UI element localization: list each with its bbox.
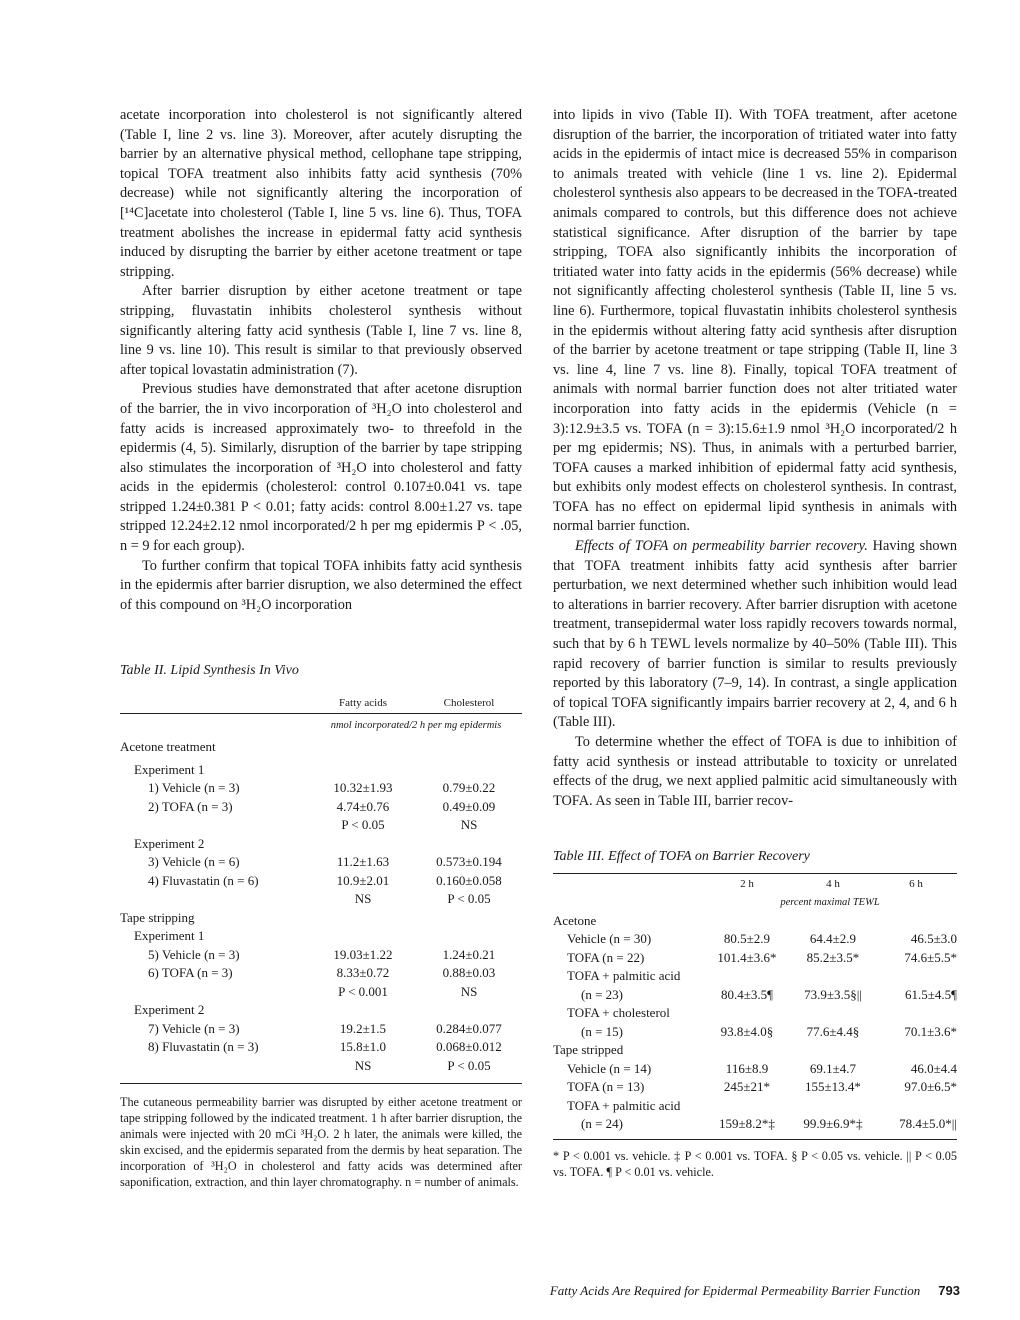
table-3-note: * P < 0.001 vs. vehicle. ‡ P < 0.001 vs. TOFA. § P < 0.05 vs. vehicle. || P < 0.05 vs. TOFA. ¶ P < 0.01 vs. vehicle. [553, 1149, 957, 1180]
table-row [120, 797, 522, 816]
table-row [120, 908, 522, 927]
cell-6h: 97.0±6.5* [904, 1079, 957, 1095]
page-number: 793 [938, 1283, 960, 1298]
table-row [120, 1001, 522, 1020]
table-3-col-header: 6 h [909, 877, 923, 890]
table-row [120, 945, 522, 964]
right-column [553, 106, 957, 1180]
row-label: Experiment 2 [134, 835, 205, 851]
cell-4h: 85.2±3.5* [806, 949, 860, 965]
cell-fatty-acids [310, 1001, 416, 1020]
cell-2h [703, 967, 791, 986]
table-row [553, 1004, 957, 1023]
cell-fatty-acids [310, 734, 416, 760]
table-rule [120, 713, 522, 714]
cell-cholesterol: P < 0.05 [447, 891, 491, 907]
table-row [553, 948, 957, 967]
row-label: 1) Vehicle (n = 3) [148, 780, 240, 796]
cell-cholesterol: 0.284±0.077 [436, 1020, 502, 1036]
cell-6h: 46.5±3.0 [910, 931, 957, 947]
table-row [120, 927, 522, 946]
row-label: 4) Fluvastatin (n = 6) [148, 872, 259, 888]
table-row [120, 964, 522, 983]
cell-cholesterol [416, 1001, 522, 1020]
cell-fatty-acids: P < 0.05 [341, 817, 385, 833]
cell-2h: 159±8.2*‡ [719, 1116, 775, 1132]
cell-cholesterol [416, 908, 522, 927]
body-paragraph: into lipids in vivo (Table II). With TOFA treatment, after acetone disruption of the barrier, the incorporation of tritiated water into fatty acids in the epidermis of intact mice is decreased 55% in comparison to animals treated with vehicle (line 1 vs. line 2). Epidermal cholesterol synthesis also appears to be decreased in the TOFA-treated animals compared to controls, but this difference does not achieve statistical significance. After disruption of the barrier by tape stripping, TOFA also significantly inhibits the incorporation of tritiated water into fatty acids in the epidermis (56% decrease) while not significantly affecting cholesterol synthesis (Table II, line 5 vs. line 6). Furthermore, topical fluvastatin inhibits cholesterol synthesis in the epidermis without altering fatty acid synthesis after disruption of the barrier by acetone treatment or tape stripping (Table II, line 3 vs. line 4, line 7 vs. line 8). Finally, topical TOFA treatment of animals with normal barrier function does not alter tritiated water incorporation into fatty acids in the epidermis (Vehicle (n = 3):12.9±3.5 vs. TOFA (n = 3):15.6±1.9 nmol ³H₂O incorporated/2 h per mg epidermis; NS). Thus, in animals with a perturbed barrier, TOFA causes a marked inhibition of epidermal fatty acid synthesis, but exhibits only modest effects on cholesterol synthesis. In contrast, TOFA has no effect on epidermal lipid synthesis in animals with normal barrier function. [553, 107, 957, 535]
table-3-caption: Table III. Effect of TOFA on Barrier Recovery [553, 849, 810, 865]
row-label [120, 816, 310, 835]
cell-6h: 70.1±3.6* [904, 1023, 957, 1039]
cell-cholesterol: 0.88±0.03 [442, 965, 496, 981]
row-label: 8) Fluvastatin (n = 3) [148, 1039, 259, 1055]
cell-2h [703, 911, 791, 930]
row-label: Vehicle (n = 30) [567, 931, 652, 947]
table-row [120, 1038, 522, 1057]
row-label: TOFA (n = 22) [567, 949, 645, 965]
cell-fatty-acids: 19.2±1.5 [339, 1020, 387, 1036]
cell-fatty-acids [310, 834, 416, 853]
cell-fatty-acids [310, 760, 416, 779]
row-label: (n = 15) [581, 1023, 623, 1039]
row-label: TOFA + cholesterol [567, 1005, 670, 1021]
cell-cholesterol [416, 760, 522, 779]
table-row [553, 967, 957, 986]
row-label: 6) TOFA (n = 3) [148, 965, 233, 981]
cell-2h [703, 1004, 791, 1023]
row-label: TOFA (n = 13) [567, 1079, 645, 1095]
cell-4h: 99.9±6.9*‡ [803, 1116, 863, 1132]
cell-6h: 46.0±4.4 [910, 1060, 957, 1076]
table-2-col-header: Cholesterol [443, 696, 495, 709]
table-2-stub-header [120, 693, 310, 712]
cell-2h: 80.4±3.5¶ [720, 986, 774, 1002]
row-label: (n = 23) [581, 986, 623, 1002]
row-label: 3) Vehicle (n = 6) [148, 854, 240, 870]
cell-2h [703, 1096, 791, 1115]
row-label: Acetone [553, 912, 597, 928]
row-label: 7) Vehicle (n = 3) [148, 1020, 240, 1036]
cell-4h: 77.6±4.4§ [806, 1023, 860, 1039]
cell-cholesterol: P < 0.05 [447, 1057, 491, 1073]
table-row [553, 985, 957, 1004]
cell-2h: 93.8±4.0§ [720, 1023, 774, 1039]
row-label: Experiment 1 [134, 761, 205, 777]
cell-fatty-acids: NS [354, 891, 372, 907]
cell-6h: 61.5±4.5¶ [904, 986, 957, 1002]
table-row [120, 982, 522, 1001]
table-row [553, 911, 957, 930]
row-label: TOFA + palmitic acid [567, 968, 681, 984]
cell-4h: 73.9±3.5§|| [804, 986, 862, 1002]
cell-6h [875, 1096, 957, 1115]
body-paragraph: To further confirm that topical TOFA inhibits fatty acid synthesis in the epidermis after barrier disruption, we also determined the effect of this compound on ³H₂O incorporation [120, 557, 522, 613]
row-label: Tape stripping [120, 909, 195, 925]
row-label: Tape stripped [553, 1042, 624, 1058]
table-row [553, 1078, 957, 1097]
left-column [120, 106, 522, 1190]
row-label [120, 890, 310, 909]
cell-6h [875, 1004, 957, 1023]
cell-fatty-acids: 4.74±0.76 [336, 798, 390, 814]
row-label: TOFA + palmitic acid [567, 1097, 681, 1113]
table-row [553, 930, 957, 949]
body-paragraph: To determine whether the effect of TOFA is due to inhibition of fatty acid synthesis or instead attributable to toxicity or unrelated effects of the drug, we next applied palmitic acid simultaneously with TOFA. As seen in Table III, barrier recov- [553, 734, 957, 809]
cell-2h [703, 1041, 791, 1060]
cell-cholesterol: NS [460, 983, 478, 999]
body-paragraph: After barrier disruption by either acetone treatment or tape stripping, fluvastatin inhibits cholesterol synthesis without significantly altering fatty acid synthesis (Table I, line 7 vs. line 8, line 9 vs. line 10). This result is similar to that previously observed after topical lovastatin administration (7). [120, 283, 522, 378]
table-2-units: nmol incorporated/2 h per mg epidermis [330, 719, 502, 731]
cell-fatty-acids: 15.8±1.0 [339, 1039, 387, 1055]
cell-cholesterol: 0.160±0.058 [436, 872, 502, 888]
table-row [120, 890, 522, 909]
table-row [120, 1056, 522, 1075]
table-3 [553, 874, 957, 1133]
row-label: Experiment 1 [134, 928, 205, 944]
row-label: 5) Vehicle (n = 3) [148, 946, 240, 962]
table-row [120, 834, 522, 853]
cell-fatty-acids: 19.03±1.22 [333, 946, 393, 962]
cell-4h [791, 911, 875, 930]
table-row [120, 779, 522, 798]
body-paragraph: acetate incorporation into cholesterol is not significantly altered (Table I, line 2 vs. line 3). Moreover, after acutely disrupting the barrier by an alternative physical method, cellophane tape stripping, topical TOFA treatment also inhibits fatty acid synthesis (70% decrease) while not significantly altering the incorporation of [¹⁴C]acetate into cholesterol (Table I, line 5 vs. line 6). Thus, TOFA treatment abolishes the increase in epidermal fatty acid synthesis induced by disrupting the barrier by either acetone treatment or tape stripping. [120, 107, 522, 280]
cell-6h: 74.6±5.5* [904, 949, 957, 965]
cell-cholesterol: NS [460, 817, 478, 833]
cell-cholesterol: 1.24±0.21 [442, 946, 496, 962]
cell-4h [791, 967, 875, 986]
table-3-col-header: 4 h [826, 877, 840, 890]
row-label: Vehicle (n = 14) [567, 1060, 652, 1076]
section-heading: Effects of TOFA on permeability barrier recovery. [575, 538, 868, 555]
cell-cholesterol: 0.573±0.194 [436, 854, 502, 870]
table-3-units: percent maximal TEWL [780, 896, 880, 908]
cell-cholesterol [416, 834, 522, 853]
row-label: Acetone treatment [120, 739, 216, 755]
cell-fatty-acids: 11.2±1.63 [336, 854, 390, 870]
table-row [120, 816, 522, 835]
cell-4h [791, 1004, 875, 1023]
cell-cholesterol: 0.068±0.012 [436, 1039, 502, 1055]
cell-fatty-acids: 8.33±0.72 [336, 965, 390, 981]
table-3-units-stub [553, 893, 703, 912]
cell-6h: 78.4±5.0*|| [899, 1116, 957, 1132]
cell-4h: 69.1±4.7 [809, 1060, 857, 1076]
row-label: 2) TOFA (n = 3) [148, 798, 233, 814]
body-paragraph [553, 537, 957, 733]
table-row [553, 1096, 957, 1115]
cell-fatty-acids [310, 927, 416, 946]
cell-2h: 101.4±3.6* [717, 949, 777, 965]
body-paragraph: Previous studies have demonstrated that after acetone disruption of the barrier, the in vivo incorporation of ³H₂O into cholesterol and fatty acids is increased approximately two- to threefold in the epidermis (4, 5). Similarly, disruption of the barrier by tape stripping also stimulates the incorporation of ³H₂O into cholesterol and fatty acids in the epidermis (cholesterol: control 0.107±0.041 vs. tape stripped 1.24±0.381 P < 0.01; fatty acids: control 8.00±1.27 vs. tape stripped 12.24±2.12 nmol incorporated/2 h per mg epidermis P < .05, n = 9 for each group). [120, 381, 522, 555]
table-row [120, 1019, 522, 1038]
row-label: Experiment 2 [134, 1002, 205, 1018]
cell-cholesterol [416, 927, 522, 946]
table-row [120, 853, 522, 872]
table-row [120, 734, 522, 760]
body-paragraph-text: shown that TOFA treatment inhibits fatty acid synthesis after barrier perturbation, we next determined whether such inhibition would lead to alterations in barrier recovery. After barrier disruption with acetone treatment, transepidermal water loss rapidly recovers towards normal, such that by 6 h TEWL levels normalize by 40–50% (Table III). This rapid recovery of barrier function is similar to results previously reported by this laboratory (7–9, 14). In contrast, a single application of topical TOFA significantly impairs barrier recovery at 2, 4, and 6 h (Table III). [553, 538, 957, 731]
row-label [120, 1056, 310, 1075]
table-2-col-header: Fatty acids [339, 696, 387, 709]
cell-cholesterol: 0.49±0.09 [442, 798, 496, 814]
cell-cholesterol: 0.79±0.22 [442, 780, 496, 796]
section-heading-space: Having [867, 538, 920, 555]
table-row [120, 760, 522, 779]
cell-2h: 80.5±2.9 [723, 931, 771, 947]
page-footer [490, 1283, 960, 1299]
cell-4h [791, 1096, 875, 1115]
cell-6h [875, 967, 957, 986]
table-2-caption: Table II. Lipid Synthesis In Vivo [120, 663, 299, 679]
table-row [120, 871, 522, 890]
cell-4h [791, 1041, 875, 1060]
cell-6h [875, 911, 957, 930]
cell-cholesterol [416, 734, 522, 760]
table-row [553, 1115, 957, 1134]
table-row [553, 1059, 957, 1078]
row-label [120, 982, 310, 1001]
running-title: Fatty Acids Are Required for Epidermal Permeability Barrier Function [549, 1283, 921, 1298]
table-2-note: The cutaneous permeability barrier was disrupted by either acetone treatment or tape stripping followed by the indicated treatment. 1 h after barrier disruption, the animals were injected with 20 mCi ³H₂O. 2 h later, the animals were killed, the skin excised, and the epidermis separated from the dermis by heat separation. The incorporation of ³H₂O in cholesterol and fatty acids was determined after saponification, extraction, and thin layer chromatography. n = number of animals. [120, 1094, 522, 1189]
table-row [553, 1041, 957, 1060]
table-2 [120, 693, 522, 1075]
row-label: (n = 24) [581, 1116, 623, 1132]
cell-4h: 64.4±2.9 [809, 931, 857, 947]
cell-fatty-acids [310, 908, 416, 927]
cell-2h: 116±8.9 [725, 1060, 769, 1076]
cell-2h: 245±21* [723, 1079, 771, 1095]
table-3-col-header: 2 h [740, 877, 754, 890]
cell-fatty-acids: P < 0.001 [338, 983, 388, 999]
table-2-units-stub [120, 716, 310, 735]
table-3-stub-header [553, 874, 703, 893]
table-row [553, 1022, 957, 1041]
cell-fatty-acids: NS [354, 1057, 372, 1073]
cell-fatty-acids: 10.9±2.01 [336, 872, 390, 888]
cell-fatty-acids: 10.32±1.93 [333, 780, 393, 796]
cell-4h: 155±13.4* [805, 1079, 861, 1095]
cell-6h [875, 1041, 957, 1060]
